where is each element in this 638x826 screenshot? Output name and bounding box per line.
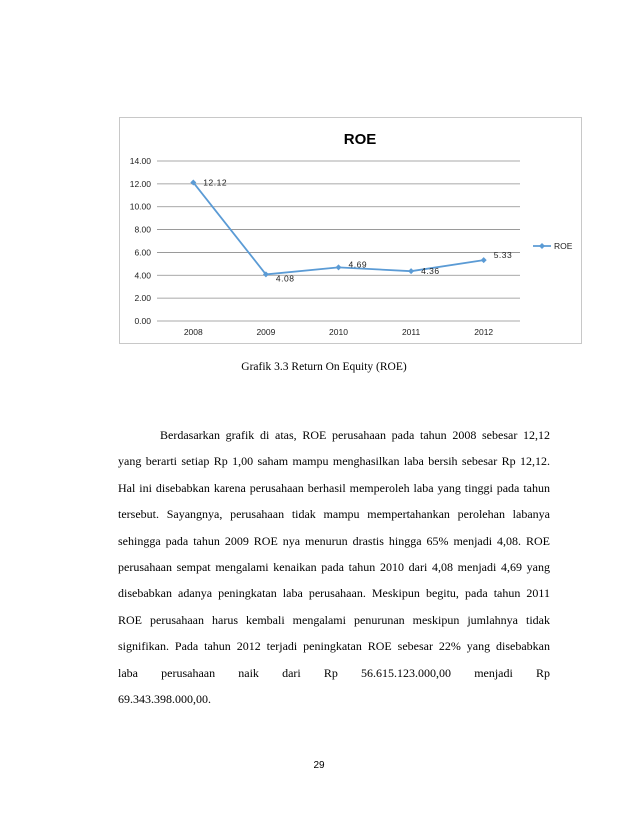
- legend-marker: [539, 243, 545, 249]
- data-label: 4.08: [275, 273, 295, 284]
- series-line: [193, 182, 483, 277]
- paragraph-line: disebabkan adanya peningkatan laba perusahaan. Meskipun begitu, pada tahun 2011: [118, 586, 550, 601]
- paragraph-line: sehingga pada tahun 2009 ROE nya menurun drastis hingga 65% menjadi 4,08. ROE: [118, 533, 550, 548]
- y-tick-label: 8.00: [134, 224, 151, 235]
- paragraph-line: ROE perusahaan harus kembali mengalami penurunan meskipun jumlahnya tidak: [118, 612, 550, 627]
- data-point: [481, 257, 487, 263]
- x-tick-label: 2009: [256, 327, 276, 337]
- data-point: [408, 268, 414, 274]
- y-tick-label: 12.00: [129, 178, 151, 189]
- x-tick-label: 2010: [329, 327, 348, 337]
- chart-title: ROE: [343, 131, 377, 148]
- paragraph-line: laba perusahaan naik dari Rp 56.615.123.000,00 menjadi Rp: [118, 665, 550, 680]
- y-tick-label: 2.00: [134, 293, 151, 304]
- paragraph-line: signifikan. Pada tahun 2012 terjadi peningkatan ROE sebesar 22% yang disebabkan: [118, 639, 550, 654]
- x-tick-label: 2012: [474, 327, 494, 337]
- y-tick-label: 10.00: [129, 201, 151, 212]
- x-tick-label: 2011: [401, 327, 421, 337]
- data-label: 4.69: [348, 259, 368, 270]
- paragraph-line: Hal ini disebabkan karena perusahaan berhasil memperoleh laba yang tinggi pada tahun: [118, 480, 550, 495]
- page-number: 29: [313, 760, 325, 771]
- roe-chart-svg: [120, 118, 581, 343]
- paragraph-line: perusahaan sempat mengalami kenaikan pada tahun 2010 dari 4,08 menjadi 4,69 yang: [118, 559, 550, 574]
- paragraph-line: tersebut. Sayangnya, perusahaan tidak mampu mempertahankan perolehan labanya: [118, 507, 550, 522]
- paragraph-line: 69.343.398.000,00.: [118, 691, 211, 706]
- y-tick-label: 14.00: [129, 156, 151, 166]
- data-label: 12.12: [203, 177, 228, 188]
- data-point: [336, 264, 342, 270]
- x-tick-label: 2008: [183, 327, 203, 337]
- data-label: 5.33: [493, 250, 513, 261]
- roe-chart: [119, 117, 582, 344]
- data-label: 4.36: [421, 266, 440, 277]
- paragraph-line: yang berarti setiap Rp 1,00 saham mampu menghasilkan laba bersih sebesar Rp 12,12.: [118, 454, 550, 469]
- figure-caption: Grafik 3.3 Return On Equity (ROE): [241, 361, 407, 373]
- paragraph-line: Berdasarkan grafik di atas, ROE perusahaan pada tahun 2008 sebesar 12,12: [160, 428, 550, 442]
- body-paragraph: [118, 422, 550, 712]
- legend-label: ROE: [554, 241, 573, 251]
- y-tick-label: 0.00: [134, 316, 151, 326]
- y-tick-label: 6.00: [134, 247, 151, 258]
- y-tick-label: 4.00: [134, 270, 151, 281]
